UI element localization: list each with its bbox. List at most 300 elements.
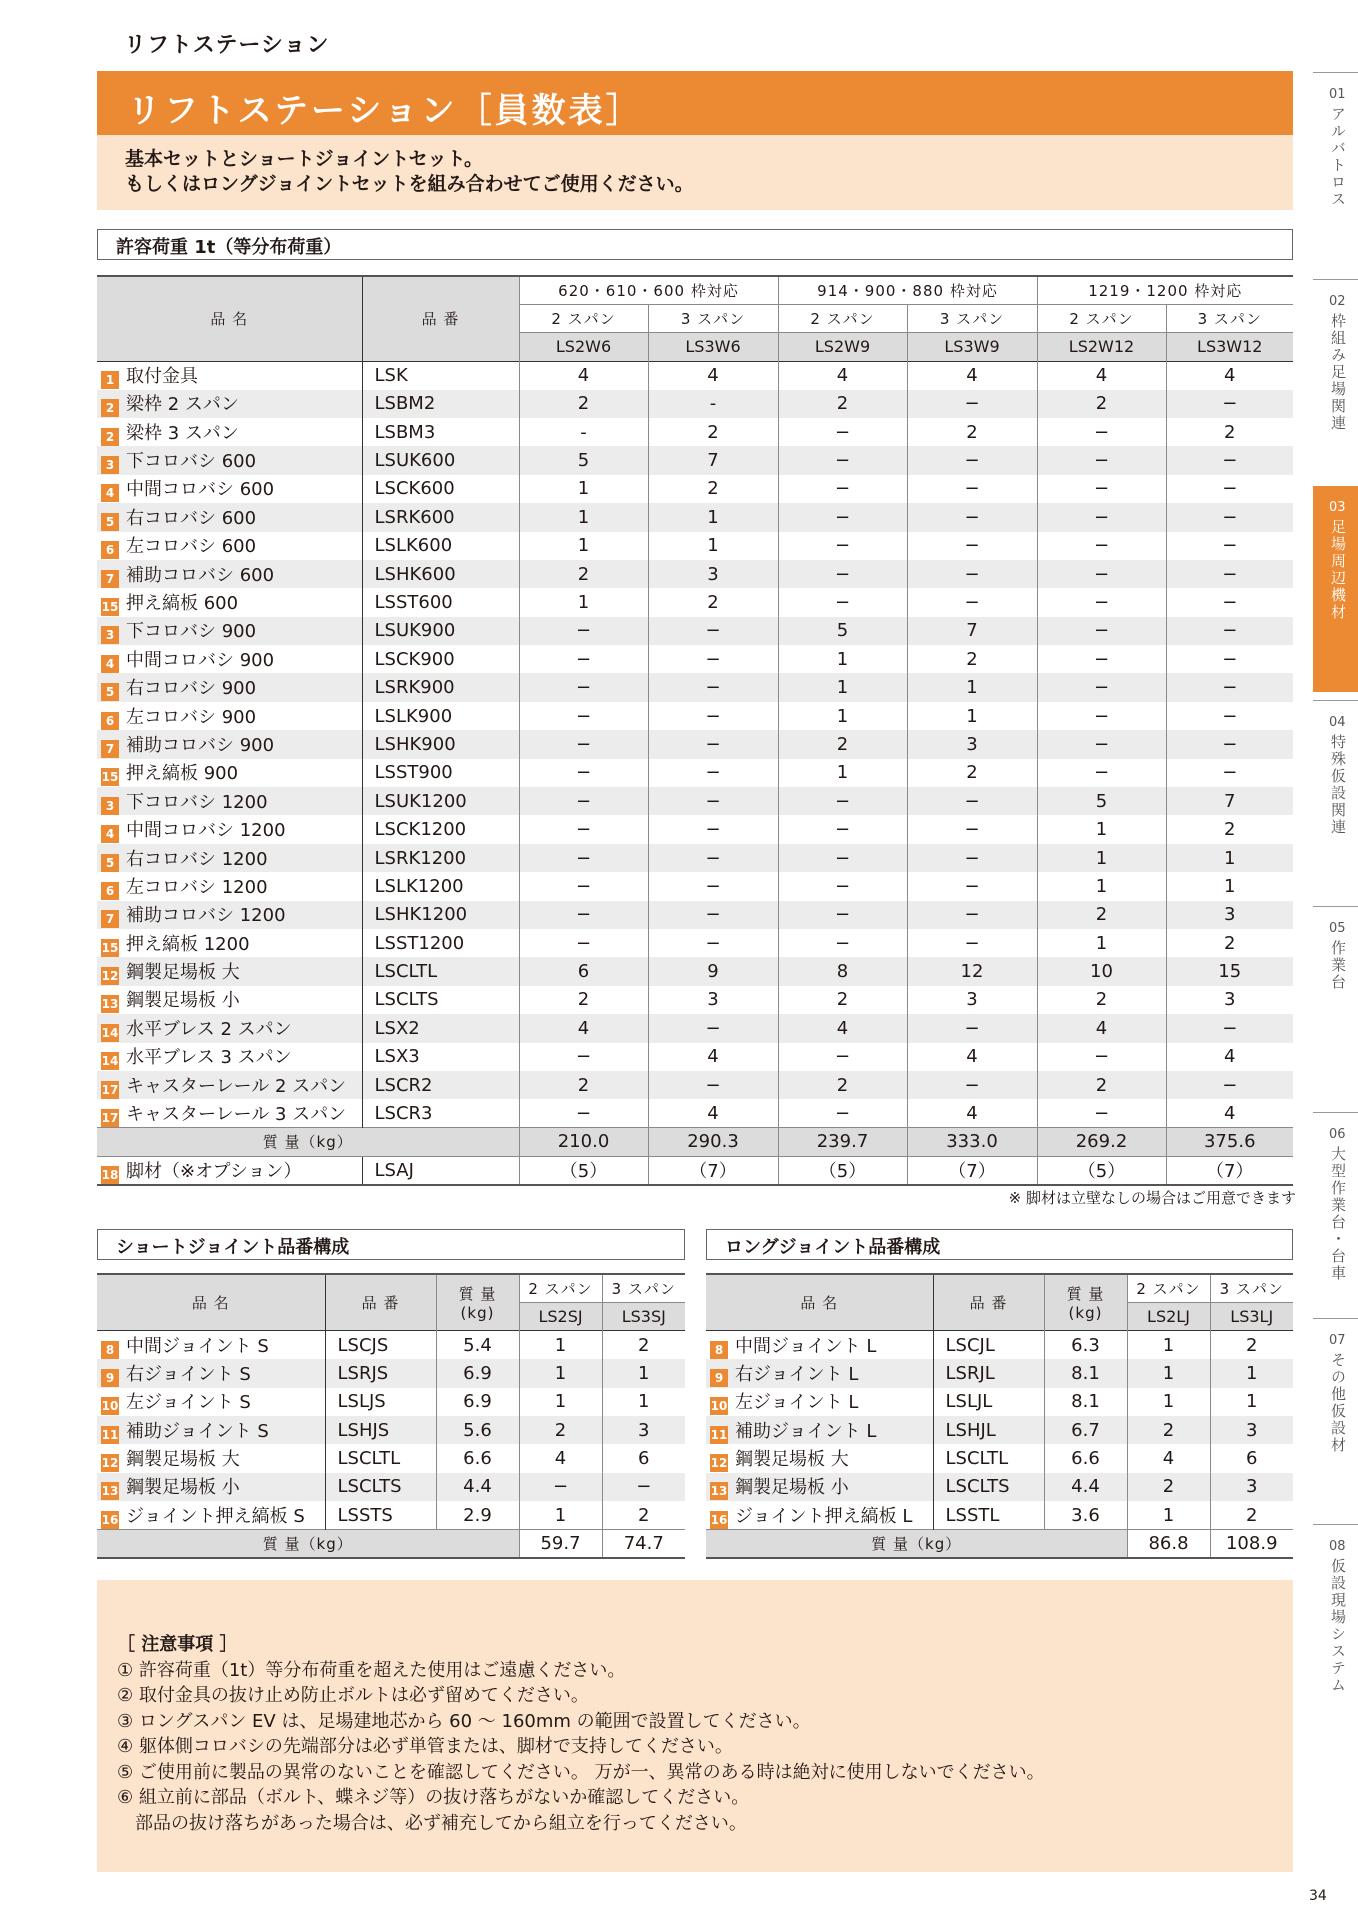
table-row (97, 418, 1293, 446)
page-number: 34 (1309, 1888, 1327, 1904)
item-number-badge: 5 (101, 513, 119, 531)
item-name: 梁枠 3 スパン (126, 422, 239, 444)
item-number-badge: 15 (101, 770, 119, 785)
table-row (97, 1071, 1293, 1099)
quantity-cell: 4 (648, 1043, 778, 1071)
quantity-cell: − (648, 702, 778, 730)
quantity-cell: 1 (778, 645, 907, 673)
quantity-cell: 2 (519, 390, 648, 418)
quantity-cell: 1 (778, 759, 907, 787)
quantity-cell: − (1166, 702, 1293, 730)
item-number-badge: 6 (101, 712, 119, 730)
quantity-cell: − (519, 1473, 602, 1501)
item-name-cell (97, 702, 362, 730)
main-section-title: 許容荷重 1t（等分布荷重） (97, 229, 1293, 260)
item-number-badge: 9 (710, 1369, 728, 1387)
span-header: 3 スパン (907, 304, 1037, 332)
item-name-cell (97, 844, 362, 872)
quantity-cell: − (519, 759, 648, 787)
table-row (706, 1388, 1293, 1416)
table-row (97, 901, 1293, 929)
quantity-cell: − (907, 446, 1037, 474)
caution-box (97, 1580, 1293, 1872)
mass-cell: 6.9 (436, 1388, 519, 1416)
quantity-cell: − (648, 1071, 778, 1099)
quantity-cell: 6 (602, 1444, 685, 1472)
quantity-cell: − (1037, 475, 1166, 503)
table-row (97, 730, 1293, 758)
item-name: 鋼製足場板 大 (126, 962, 240, 984)
table-row (97, 1416, 685, 1444)
side-tab-number: 07 (1329, 1333, 1346, 1348)
table-row (97, 872, 1293, 900)
item-number-badge: 5 (101, 683, 119, 701)
item-name-cell (97, 1473, 325, 1501)
long-section-title: ロングジョイント品番構成 (706, 1229, 1293, 1260)
quantity-cell: 4 (1037, 361, 1166, 389)
intro-line: もしくはロングジョイントセットを組み合わせてご使用ください。 (125, 173, 694, 195)
quantity-cell: 15 (1166, 957, 1293, 985)
table-row (97, 1331, 685, 1359)
product-code: LSST900 (362, 759, 519, 787)
mass-header-line: (kg) (460, 1304, 495, 1323)
column-header: 品 番 (933, 1274, 1044, 1331)
quantity-cell: − (907, 929, 1037, 957)
quantity-cell: 4 (1166, 1043, 1293, 1071)
product-code: LSBM2 (362, 390, 519, 418)
item-name: 中間ジョイント S (126, 1335, 269, 1357)
side-tab-08[interactable] (1313, 1524, 1358, 1730)
item-name: 鋼製足場板 小 (126, 990, 240, 1012)
side-tab-label: 作業台 (1329, 940, 1347, 991)
item-name: 左ジョイント S (126, 1392, 251, 1414)
quantity-cell: 4 (778, 1014, 907, 1042)
long-joint-table (706, 1273, 1293, 1559)
footnote: ※ 脚材は立壁なしの場合はご用意できます (1008, 1189, 1296, 1207)
item-name-cell (97, 673, 362, 701)
quantity-cell: 2 (907, 418, 1037, 446)
product-code: LSAJ (362, 1156, 519, 1185)
mass-cell: 3.6 (1044, 1501, 1127, 1529)
quantity-cell: − (1166, 1014, 1293, 1042)
mass-value: 108.9 (1210, 1530, 1293, 1558)
product-code: LSUK1200 (362, 787, 519, 815)
span-header: 3 スパン (602, 1274, 685, 1302)
quantity-cell: （7） (907, 1156, 1037, 1185)
quantity-cell: 1 (1166, 844, 1293, 872)
quantity-cell: − (1166, 673, 1293, 701)
quantity-cell: − (1166, 560, 1293, 588)
item-number-badge: 15 (101, 940, 119, 955)
quantity-cell: 1 (519, 1388, 602, 1416)
table-row (97, 446, 1293, 474)
quantity-cell: − (907, 588, 1037, 616)
quantity-cell: 1 (648, 503, 778, 531)
item-name: ジョイント押え縞板 S (126, 1505, 305, 1527)
quantity-cell: − (778, 446, 907, 474)
caution-item: ② 取付金具の抜け止め防止ボルトは必ず留めてください。 (117, 1685, 589, 1706)
mass-value: 74.7 (602, 1530, 685, 1558)
item-name: 補助ジョイント S (126, 1420, 269, 1442)
item-number-badge: 11 (101, 1427, 119, 1442)
side-tab-02[interactable] (1313, 279, 1358, 472)
quantity-cell: − (648, 759, 778, 787)
quantity-cell: 4 (519, 361, 648, 389)
quantity-cell: 3 (1166, 901, 1293, 929)
quantity-cell: 1 (602, 1359, 685, 1387)
item-name: 押え縞板 1200 (126, 933, 250, 955)
header-row (97, 1274, 685, 1302)
side-tab-01[interactable] (1313, 72, 1358, 265)
table-row (97, 1444, 685, 1472)
product-code-header: LS3W12 (1166, 333, 1293, 361)
item-name: 中間コロバシ 600 (126, 479, 275, 501)
table-row (97, 617, 1293, 645)
quantity-cell: − (907, 390, 1037, 418)
item-name-cell (97, 759, 362, 787)
quantity-cell: − (778, 872, 907, 900)
product-code: LSHJL (933, 1416, 1044, 1444)
quantity-cell: 9 (648, 957, 778, 985)
table-row (97, 787, 1293, 815)
quantity-cell: − (907, 560, 1037, 588)
quantity-cell: − (1037, 1043, 1166, 1071)
quantity-cell: − (1166, 1071, 1293, 1099)
quantity-cell: − (648, 1014, 778, 1042)
item-name: 中間ジョイント L (735, 1335, 877, 1357)
item-name: ジョイント押え縞板 L (735, 1505, 913, 1527)
quantity-cell: − (1166, 617, 1293, 645)
table-row (97, 957, 1293, 985)
quantity-cell: 1 (519, 503, 648, 531)
quantity-cell: − (778, 1043, 907, 1071)
item-number-badge: 14 (101, 1025, 119, 1040)
quantity-cell: 1 (602, 1388, 685, 1416)
mass-cell: 6.6 (436, 1444, 519, 1472)
mass-cell: 6.3 (1044, 1331, 1127, 1359)
table-row (97, 673, 1293, 701)
quantity-cell: 1 (778, 673, 907, 701)
product-code: LSST600 (362, 588, 519, 616)
quantity-cell: − (907, 815, 1037, 843)
quantity-cell: − (519, 872, 648, 900)
table-row (97, 929, 1293, 957)
item-name-cell (97, 787, 362, 815)
product-code: LSCK900 (362, 645, 519, 673)
quantity-cell: 3 (1210, 1416, 1293, 1444)
product-code: LSLK600 (362, 532, 519, 560)
page-supertitle: リフトステーション (124, 33, 330, 58)
item-name-cell (97, 730, 362, 758)
table-row (97, 1473, 685, 1501)
product-code: LSHK1200 (362, 901, 519, 929)
quantity-cell: 1 (1127, 1501, 1210, 1529)
product-code: LSLK1200 (362, 872, 519, 900)
mass-cell: 2.9 (436, 1501, 519, 1529)
item-number-badge: 4 (101, 655, 119, 673)
quantity-cell: − (907, 872, 1037, 900)
quantity-cell: − (778, 588, 907, 616)
quantity-cell: 5 (519, 446, 648, 474)
quantity-cell: − (1037, 673, 1166, 701)
item-name: 脚材（※オプション） (126, 1160, 302, 1182)
quantity-cell: 4 (519, 1444, 602, 1472)
quantity-cell: 2 (1037, 1071, 1166, 1099)
item-name: 鋼製足場板 小 (735, 1477, 849, 1499)
quantity-cell: 2 (519, 1071, 648, 1099)
quantity-cell: − (1037, 702, 1166, 730)
quantity-cell: 1 (519, 532, 648, 560)
span-header: 3 スパン (1166, 304, 1293, 332)
quantity-cell: − (648, 844, 778, 872)
quantity-cell: （5） (519, 1156, 648, 1185)
item-name: 右コロバシ 900 (126, 678, 257, 700)
quantity-cell: 1 (907, 702, 1037, 730)
table-row (706, 1473, 1293, 1501)
quantity-cell: 3 (1166, 986, 1293, 1014)
quantity-cell: 2 (1210, 1501, 1293, 1529)
table-row (97, 844, 1293, 872)
product-code: LSRK600 (362, 503, 519, 531)
table-row (97, 503, 1293, 531)
item-name-cell (97, 1071, 362, 1099)
table-row (97, 1388, 685, 1416)
side-tab-06[interactable] (1313, 1112, 1358, 1305)
table-row (97, 1043, 1293, 1071)
mass-value: 210.0 (519, 1128, 648, 1156)
item-name: 補助コロバシ 900 (126, 734, 275, 756)
quantity-cell: − (1037, 532, 1166, 560)
quantity-cell: 3 (907, 730, 1037, 758)
quantity-cell: − (519, 901, 648, 929)
mass-value: 375.6 (1166, 1128, 1293, 1156)
span-header: 2 スパン (519, 304, 648, 332)
quantity-cell: − (648, 730, 778, 758)
table-row (706, 1501, 1293, 1529)
quantity-cell: − (1166, 588, 1293, 616)
mass-cell: 4.4 (1044, 1473, 1127, 1501)
quantity-cell: − (907, 503, 1037, 531)
quantity-cell: 12 (907, 957, 1037, 985)
quantity-cell: − (519, 815, 648, 843)
quantity-cell: − (1037, 418, 1166, 446)
quantity-cell: − (907, 475, 1037, 503)
quantity-cell: − (907, 844, 1037, 872)
side-tab-label: 枠組み足場関連 (1329, 313, 1347, 432)
table-row (97, 815, 1293, 843)
mass-header-line: 質 量 (458, 1285, 497, 1304)
item-number-badge: 14 (101, 1054, 119, 1069)
quantity-cell: 4 (648, 1099, 778, 1127)
quantity-cell: 2 (519, 560, 648, 588)
table-row (97, 1359, 685, 1387)
product-code: LSCLTS (325, 1473, 436, 1501)
mass-value: 239.7 (778, 1128, 907, 1156)
item-number-badge: 3 (101, 626, 119, 644)
span-header: 2 スパン (1037, 304, 1166, 332)
quantity-cell: 6 (519, 957, 648, 985)
item-number-badge: 13 (101, 997, 119, 1012)
table-row (97, 759, 1293, 787)
quantity-cell: 2 (907, 759, 1037, 787)
caution-item: 部品の抜け落ちがあった場合は、必ず補充してから組立を行ってください。 (117, 1812, 747, 1834)
quantity-cell: 2 (1037, 390, 1166, 418)
product-code-header: LS3W6 (648, 333, 778, 361)
item-name-cell (97, 532, 362, 560)
product-code: LSUK900 (362, 617, 519, 645)
side-tab-number: 05 (1329, 921, 1346, 936)
item-name: 中間コロバシ 900 (126, 649, 275, 671)
quantity-cell: 8 (778, 957, 907, 985)
item-name-cell (97, 617, 362, 645)
item-name: 右ジョイント L (735, 1363, 859, 1385)
item-number-badge: 3 (101, 797, 119, 815)
side-tab-07[interactable] (1313, 1318, 1358, 1511)
caution-item: ③ ロングスパン EV は、足場建地芯から 60 〜 160mm の範囲で設置してください。 (117, 1710, 811, 1732)
item-number-badge: 8 (710, 1341, 728, 1359)
quantity-cell: − (519, 617, 648, 645)
item-number-badge: 13 (710, 1484, 728, 1499)
quantity-cell: − (907, 532, 1037, 560)
item-name-cell (97, 986, 362, 1014)
side-tab-label: アルバトロス (1329, 106, 1347, 208)
quantity-cell: 2 (778, 730, 907, 758)
mass-value: 59.7 (519, 1530, 602, 1558)
quantity-cell: 10 (1037, 957, 1166, 985)
mass-label: 質 量（kg） (97, 1128, 519, 1156)
caution-item: ① 許容荷重（1t）等分布荷重を超えた使用はご遠慮ください。 (117, 1659, 626, 1681)
intro-line: 基本セットとショートジョイントセット。 (125, 148, 483, 170)
main-table (97, 275, 1293, 1186)
quantity-cell: 1 (1166, 872, 1293, 900)
short-section-title: ショートジョイント品番構成 (97, 1229, 685, 1260)
quantity-cell: 7 (1166, 787, 1293, 815)
product-code: LSK (362, 361, 519, 389)
item-name-cell (97, 872, 362, 900)
product-code: LSHJS (325, 1416, 436, 1444)
table-row (97, 361, 1293, 389)
product-code: LSX3 (362, 1043, 519, 1071)
quantity-cell: − (1037, 446, 1166, 474)
quantity-cell: − (1037, 588, 1166, 616)
item-name: 右コロバシ 1200 (126, 848, 268, 870)
quantity-cell: 3 (648, 986, 778, 1014)
mass-value: 269.2 (1037, 1128, 1166, 1156)
mass-header-line: (kg) (1068, 1304, 1103, 1323)
item-name-cell (97, 929, 362, 957)
product-code: LSRJS (325, 1359, 436, 1387)
mass-header-line: 質 量 (1066, 1285, 1105, 1304)
side-tab-03[interactable] (1313, 486, 1358, 692)
product-code: LSST1200 (362, 929, 519, 957)
mass-cell: 8.1 (1044, 1388, 1127, 1416)
item-name: 水平ブレス 3 スパン (126, 1047, 292, 1069)
quantity-cell: − (519, 1043, 648, 1071)
quantity-cell: 2 (1166, 929, 1293, 957)
table-row (97, 986, 1293, 1014)
quantity-cell: 1 (1210, 1388, 1293, 1416)
quantity-cell: 2 (648, 475, 778, 503)
quantity-cell: − (1037, 645, 1166, 673)
item-name: 補助コロバシ 600 (126, 564, 275, 586)
product-code-header: LS2W9 (778, 333, 907, 361)
item-name-cell (97, 361, 362, 389)
item-number-badge: 18 (101, 1167, 119, 1182)
item-name: キャスターレール 3 スパン (126, 1103, 347, 1125)
item-name: 右ジョイント S (126, 1363, 251, 1385)
item-name: 鋼製足場板 大 (735, 1449, 849, 1471)
item-number-badge: 7 (101, 740, 119, 758)
column-header (1044, 1274, 1127, 1331)
mass-cell: 5.4 (436, 1331, 519, 1359)
quantity-cell: − (1037, 617, 1166, 645)
intro-box (97, 135, 1293, 210)
item-number-badge: 15 (101, 599, 119, 614)
item-name-cell (706, 1501, 933, 1529)
quantity-cell: − (648, 872, 778, 900)
quantity-cell: − (907, 1014, 1037, 1042)
mass-cell: 5.6 (436, 1416, 519, 1444)
item-number-badge: 17 (101, 1110, 119, 1125)
quantity-cell: 7 (907, 617, 1037, 645)
product-code: LSLJL (933, 1388, 1044, 1416)
item-name-cell (706, 1473, 933, 1501)
column-header: 品 名 (97, 1274, 325, 1331)
item-number-badge: 12 (101, 969, 119, 984)
quantity-cell: 1 (1127, 1359, 1210, 1387)
item-name: 押え縞板 900 (126, 763, 239, 785)
quantity-cell: 4 (778, 361, 907, 389)
mass-row (97, 1530, 685, 1558)
short-joint-table (97, 1273, 685, 1559)
item-name-cell (706, 1416, 933, 1444)
product-code: LSSTS (325, 1501, 436, 1529)
header-row (97, 276, 1293, 304)
mass-label: 質 量（kg） (706, 1530, 1127, 1558)
quantity-cell: 1 (648, 532, 778, 560)
item-number-badge: 9 (101, 1369, 119, 1387)
product-code: LSCJL (933, 1331, 1044, 1359)
item-name: 鋼製足場板 大 (126, 1449, 240, 1471)
table-row (97, 588, 1293, 616)
item-name: 右コロバシ 600 (126, 507, 257, 529)
table-row (97, 1501, 685, 1529)
item-number-badge: 16 (101, 1512, 119, 1527)
item-number-badge: 5 (101, 854, 119, 872)
quantity-cell: 2 (778, 1071, 907, 1099)
item-number-badge: 16 (710, 1512, 728, 1527)
quantity-cell: 4 (907, 1043, 1037, 1071)
side-tab-04[interactable] (1313, 700, 1358, 893)
item-name-cell (706, 1388, 933, 1416)
item-name-cell (97, 645, 362, 673)
item-name: 下コロバシ 600 (126, 451, 257, 473)
mass-label: 質 量（kg） (97, 1530, 519, 1558)
quantity-cell: − (648, 645, 778, 673)
item-number-badge: 13 (101, 1484, 119, 1499)
side-tab-number: 08 (1329, 1539, 1346, 1554)
quantity-cell: 4 (519, 1014, 648, 1042)
product-code: LSRK1200 (362, 844, 519, 872)
quantity-cell: − (1166, 475, 1293, 503)
quantity-cell: 2 (519, 1416, 602, 1444)
product-code: LSSTL (933, 1501, 1044, 1529)
product-code: LSLJS (325, 1388, 436, 1416)
side-tab-05[interactable] (1313, 906, 1358, 1099)
quantity-cell: − (519, 844, 648, 872)
quantity-cell: 4 (907, 1099, 1037, 1127)
column-header: 品 名 (97, 276, 362, 361)
